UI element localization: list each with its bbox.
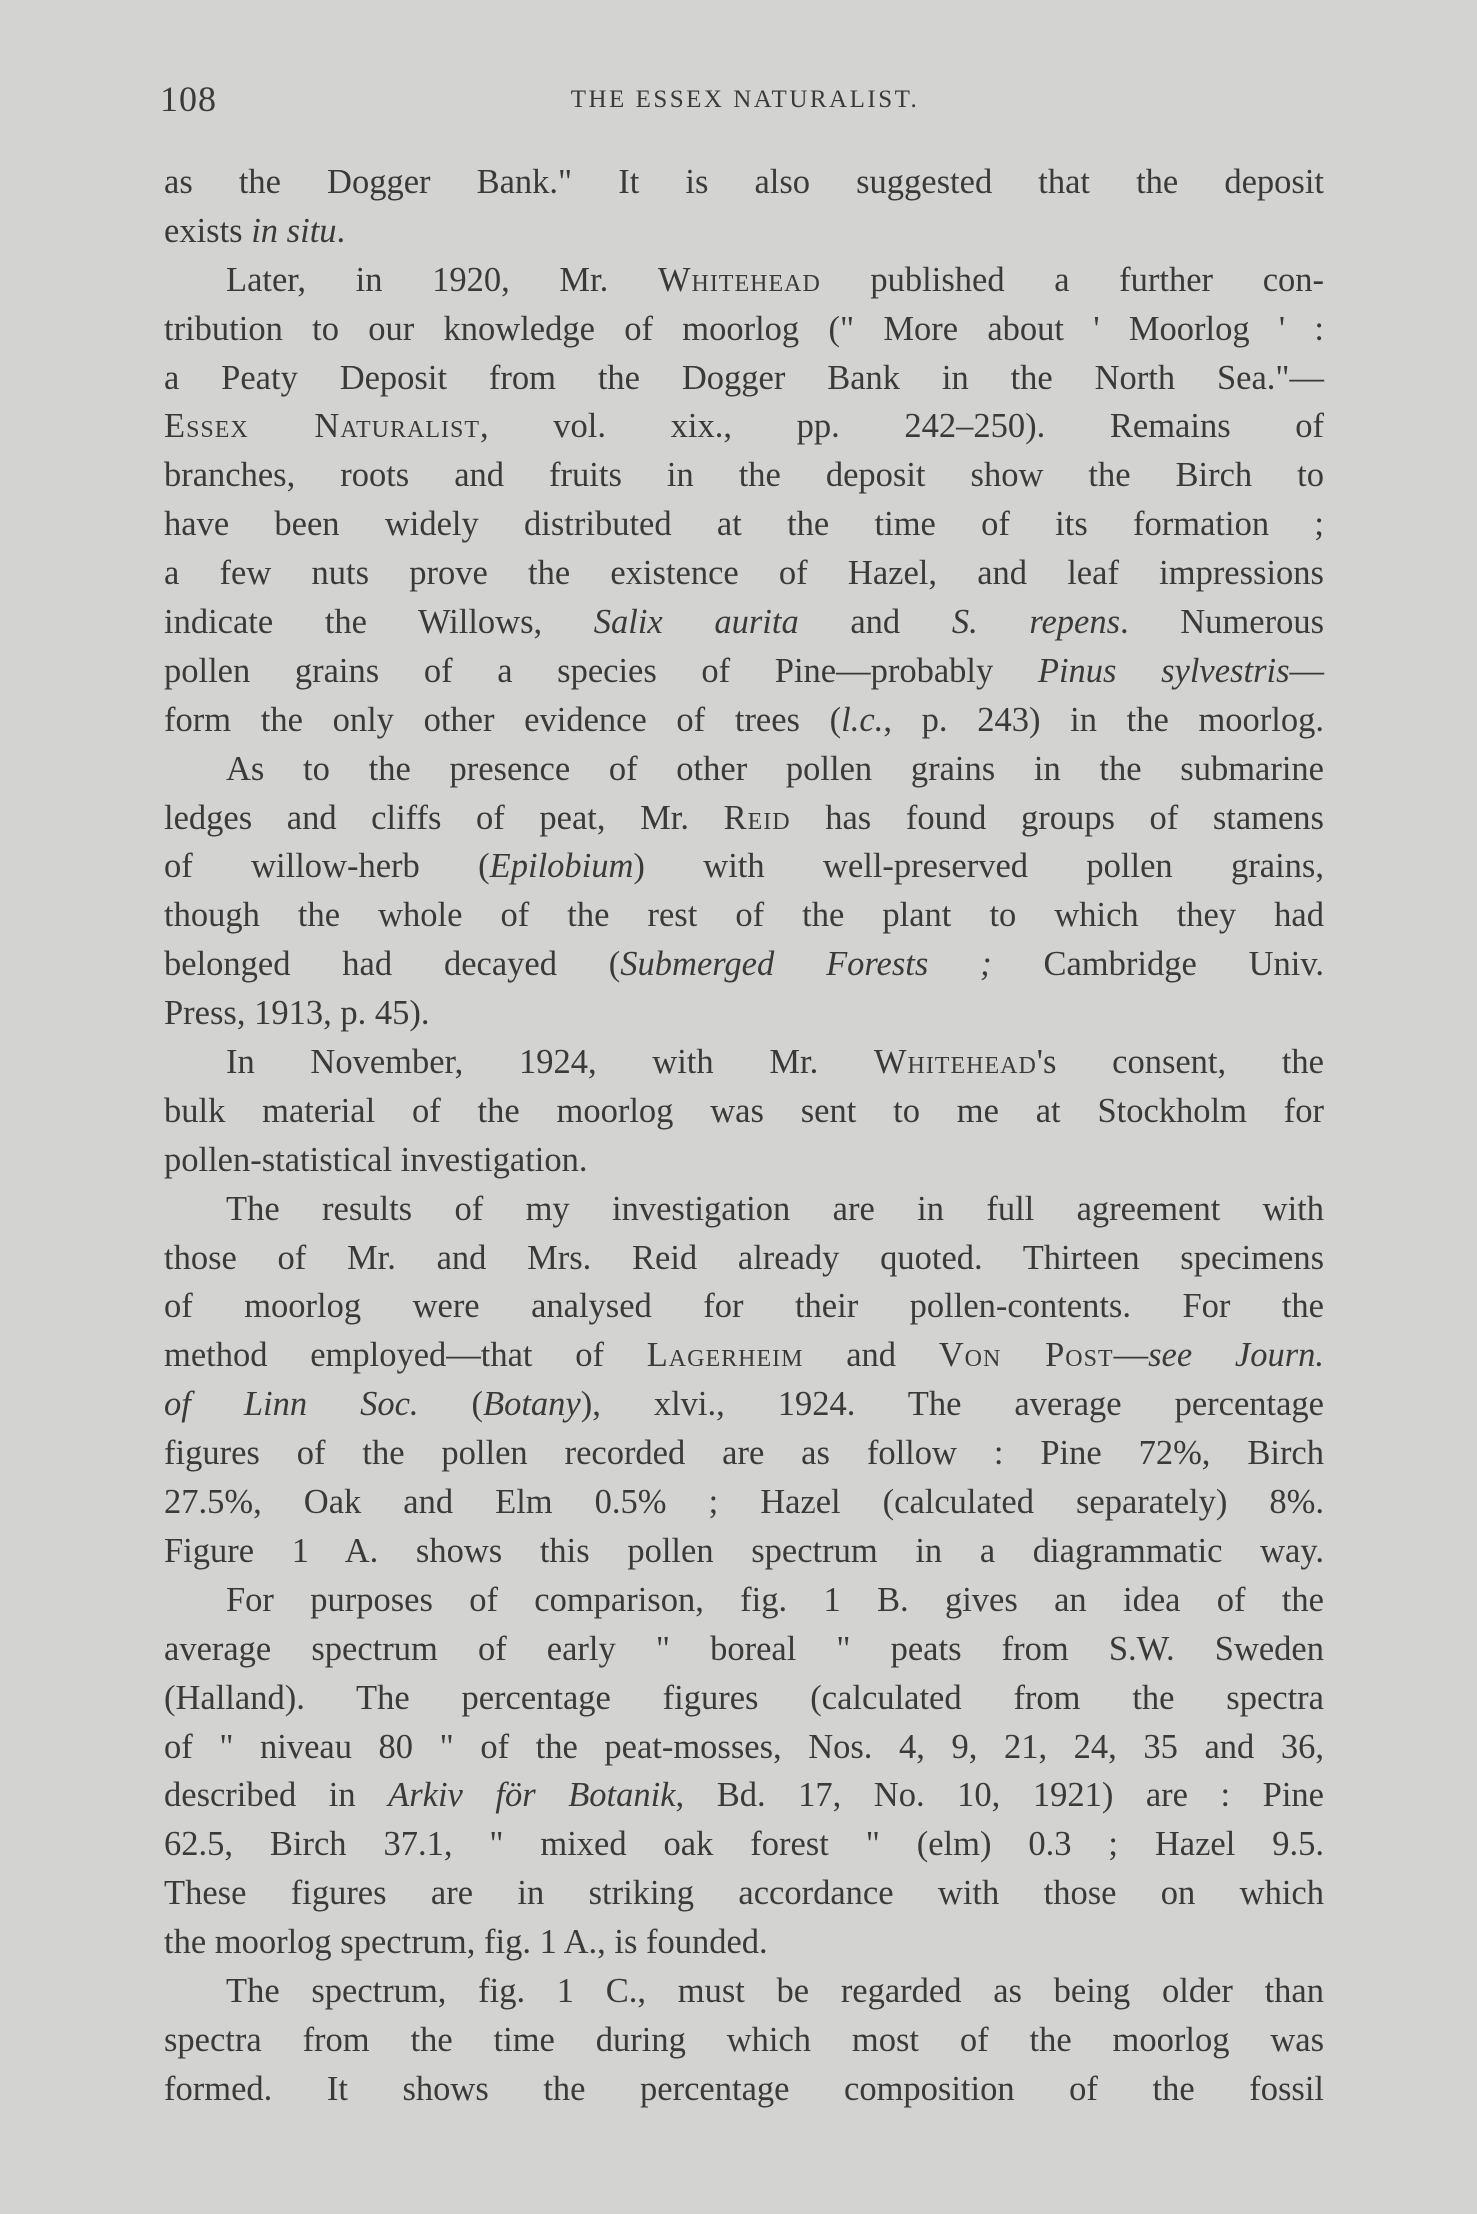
text-segment: those of Mr. and Mrs. Reid already quoted. Thirteen specimens xyxy=(164,1238,1324,1277)
text-segment: Later, in 1920, Mr. xyxy=(226,260,658,299)
small-caps-text: Essex Naturalist xyxy=(164,407,480,446)
text-segment: Figure 1 A. shows this pollen spectrum in a diagrammatic way. xyxy=(164,1531,1324,1570)
text-line xyxy=(164,1234,1324,1283)
text-segment: — xyxy=(1113,1336,1149,1375)
text-segment: pollen-statistical investigation. xyxy=(164,1140,588,1179)
text-line xyxy=(164,1527,1324,1576)
italic-text: Pinus sylvestris xyxy=(1037,651,1290,690)
text-line xyxy=(164,940,1324,989)
text-segment: has found groups of stamens xyxy=(790,798,1324,837)
italic-text: see Journ. xyxy=(1148,1336,1324,1375)
small-caps-text: Whitehead xyxy=(873,1043,1037,1082)
text-segment: The results of my investigation are in full agreement with xyxy=(226,1189,1324,1228)
text-line xyxy=(164,891,1324,940)
text-line xyxy=(164,1087,1324,1136)
text-segment: tribution to our knowledge of moorlog (" More about ' Moorlog ' : xyxy=(164,309,1324,348)
text-line xyxy=(164,1723,1324,1772)
text-segment: method employed—that of xyxy=(164,1336,647,1375)
text-line xyxy=(164,1576,1324,1625)
text-segment: ), xlvi., 1924. The average percentage xyxy=(580,1385,1324,1424)
text-line xyxy=(164,158,1324,207)
italic-text: S. repens xyxy=(951,603,1121,642)
text-segment: indicate the Willows, xyxy=(164,603,594,642)
text-segment: form the only other evidence of trees ( xyxy=(164,700,842,739)
text-segment: published a further con- xyxy=(820,260,1324,299)
text-segment: The spectrum, fig. 1 C., must be regarded as being older than xyxy=(226,1971,1324,2010)
text-segment: described in xyxy=(164,1776,389,1815)
running-head: THE ESSEX NATURALIST. xyxy=(570,86,920,113)
text-segment: . xyxy=(336,211,346,250)
text-segment: the moorlog spectrum, fig. 1 A., is founded. xyxy=(164,1923,768,1962)
text-segment: of moorlog were analysed for their pollen-contents. For the xyxy=(164,1287,1324,1326)
italic-text: l.c. xyxy=(841,700,884,739)
text-line xyxy=(164,549,1324,598)
text-line xyxy=(164,2016,1324,2065)
text-line xyxy=(164,1918,1324,1967)
text-segment: average spectrum of early " boreal " peats from S.W. Sweden xyxy=(164,1629,1324,1668)
italic-text: Epilobium xyxy=(489,847,634,886)
text-segment: exists xyxy=(164,211,252,250)
text-segment: of " niveau 80 " of the peat-mosses, Nos. 4, 9, 21, 24, 35 and 36, xyxy=(164,1727,1324,1766)
text-segment: 's consent, the xyxy=(1036,1043,1324,1082)
text-segment: formed. It shows the percentage composition of the fossil xyxy=(164,2069,1324,2108)
italic-text: Arkiv för Botanik xyxy=(388,1776,676,1815)
text-line xyxy=(164,1429,1324,1478)
text-line xyxy=(164,256,1324,305)
text-segment: Press, 1913, p. 45). xyxy=(164,994,430,1033)
text-line xyxy=(164,1869,1324,1918)
body-text xyxy=(164,158,1324,2114)
text-line xyxy=(164,402,1324,451)
text-segment: have been widely distributed at the time of its formation ; xyxy=(164,505,1324,544)
text-segment: For purposes of comparison, fig. 1 B. gives an idea of the xyxy=(226,1580,1324,1619)
text-line xyxy=(164,745,1324,794)
text-segment: though the whole of the rest of the plant to which they had xyxy=(164,896,1324,935)
text-line xyxy=(164,354,1324,403)
text-line xyxy=(164,1038,1324,1087)
text-line xyxy=(164,1478,1324,1527)
text-line xyxy=(164,1820,1324,1869)
text-segment: a few nuts prove the existence of Hazel, and leaf impressions xyxy=(164,554,1324,593)
italic-text: Submerged Forests ; xyxy=(620,945,992,984)
text-segment: , Bd. 17, No. 10, 1921) are : Pine xyxy=(675,1776,1324,1815)
text-segment: — xyxy=(1289,651,1325,690)
text-line xyxy=(164,1136,1324,1185)
text-segment: of willow-herb ( xyxy=(164,847,490,886)
text-segment: pollen grains of a species of Pine—probably xyxy=(164,651,1038,690)
text-segment: and xyxy=(803,1336,939,1375)
text-line xyxy=(164,1185,1324,1234)
text-line xyxy=(164,1625,1324,1674)
text-line xyxy=(164,647,1324,696)
text-line xyxy=(164,794,1324,843)
text-segment: (Halland). The percentage figures (calculated from the spectra xyxy=(164,1678,1324,1717)
text-line xyxy=(164,451,1324,500)
text-line xyxy=(164,305,1324,354)
italic-text: of Linn Soc. xyxy=(164,1385,419,1424)
text-segment: bulk material of the moorlog was sent to me at Stockholm for xyxy=(164,1091,1324,1130)
text-line xyxy=(164,2065,1324,2114)
page-header xyxy=(160,78,1320,128)
text-segment: , p. 243) in the moorlog. xyxy=(883,700,1325,739)
text-line xyxy=(164,500,1324,549)
text-segment: spectra from the time during which most of the moorlog was xyxy=(164,2020,1324,2059)
text-segment: , vol. xix., pp. 242–250). Remains of xyxy=(480,407,1325,446)
text-segment: figures of the pollen recorded are as follow : Pine 72%, Birch xyxy=(164,1434,1324,1473)
text-segment: 62.5, Birch 37.1, " mixed oak forest " (elm) 0.3 ; Hazel 9.5. xyxy=(164,1825,1324,1864)
text-segment: ) with well-preserved pollen grains, xyxy=(633,847,1324,886)
text-segment: ( xyxy=(418,1385,484,1424)
small-caps-text: Whitehead xyxy=(657,260,821,299)
text-line xyxy=(164,1331,1324,1380)
text-segment: belonged had decayed ( xyxy=(164,945,621,984)
italic-text: Botany xyxy=(483,1385,581,1424)
page-number: 108 xyxy=(160,79,217,119)
text-segment: As to the presence of other pollen grains in the submarine xyxy=(226,749,1324,788)
text-segment: ledges and cliffs of peat, Mr. xyxy=(164,798,724,837)
italic-text: in situ xyxy=(251,211,337,250)
text-segment: a Peaty Deposit from the Dogger Bank in the North Sea."— xyxy=(164,358,1324,397)
text-line xyxy=(164,1967,1324,2016)
text-segment: These figures are in striking accordance with those on which xyxy=(164,1874,1324,1913)
text-line xyxy=(164,598,1324,647)
text-line xyxy=(164,842,1324,891)
small-caps-text: Lagerheim xyxy=(646,1336,804,1375)
text-segment: and xyxy=(798,603,952,642)
text-line xyxy=(164,989,1324,1038)
text-segment: In November, 1924, with Mr. xyxy=(226,1043,874,1082)
text-line xyxy=(164,1380,1324,1429)
text-line xyxy=(164,1674,1324,1723)
italic-text: Salix aurita xyxy=(593,603,799,642)
text-segment: Cambridge Univ. xyxy=(991,945,1324,984)
text-segment: branches, roots and fruits in the deposit show the Birch to xyxy=(164,456,1324,495)
small-caps-text: Von Post xyxy=(938,1336,1114,1375)
text-segment: 27.5%, Oak and Elm 0.5% ; Hazel (calculated separately) 8%. xyxy=(164,1483,1324,1522)
text-line xyxy=(164,1771,1324,1820)
small-caps-text: Reid xyxy=(723,798,791,837)
text-line xyxy=(164,696,1324,745)
text-segment: as the Dogger Bank." It is also suggested that the deposit xyxy=(164,163,1324,201)
text-line xyxy=(164,1282,1324,1331)
text-segment: . Numerous xyxy=(1120,603,1324,642)
text-line xyxy=(164,207,1324,256)
